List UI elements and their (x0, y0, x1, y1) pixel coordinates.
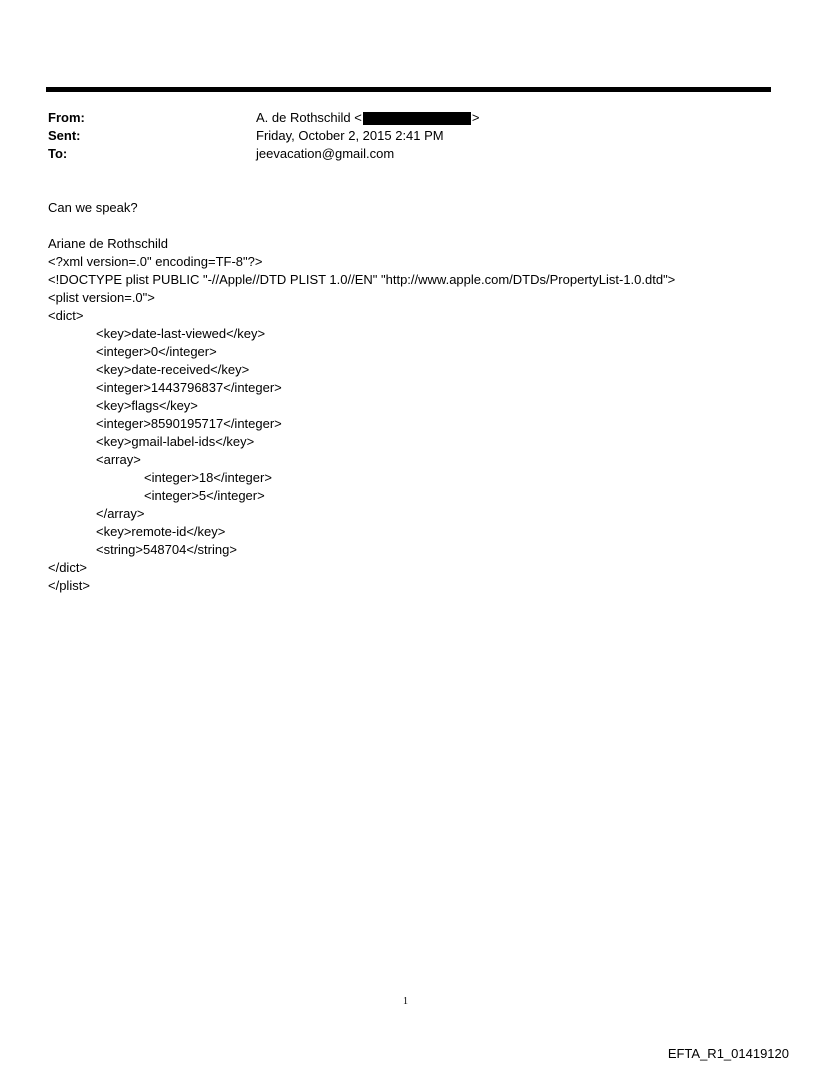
from-label: From: (48, 110, 85, 125)
from-suffix: > (471, 110, 480, 125)
page-number: 1 (403, 996, 408, 1007)
xml-line: <key>remote-id</key> (96, 524, 226, 539)
xml-line: <integer>18</integer> (144, 470, 272, 485)
xml-line: <plist version=.0"> (48, 290, 155, 305)
xml-line: <array> (96, 452, 141, 467)
to-label: To: (48, 146, 68, 161)
to-value: jeevacation@gmail.com (256, 146, 395, 161)
xml-line: <dict> (48, 308, 84, 323)
xml-line: <key>flags</key> (96, 398, 198, 413)
xml-line: </plist> (48, 578, 90, 593)
header-rule (46, 87, 771, 92)
xml-line: </dict> (48, 560, 88, 575)
xml-line: <integer>0</integer> (96, 344, 217, 359)
message-greeting: Can we speak? (48, 200, 138, 215)
xml-line: <key>gmail-label-ids</key> (96, 434, 255, 449)
xml-line: <integer>1443796837</integer> (96, 380, 282, 395)
sent-value: Friday, October 2, 2015 2:41 PM (256, 128, 444, 143)
from-value (256, 109, 479, 127)
xml-line: <key>date-received</key> (96, 362, 250, 377)
xml-line: </array> (96, 506, 145, 521)
xml-line: <string>548704</string> (96, 542, 237, 557)
message-signature: Ariane de Rothschild (48, 236, 168, 251)
xml-line: <integer>8590195717</integer> (96, 416, 282, 431)
sent-label: Sent: (48, 128, 81, 143)
xml-line: <integer>5</integer> (144, 488, 265, 503)
xml-line: <key>date-last-viewed</key> (96, 326, 266, 341)
xml-line: <!DOCTYPE plist PUBLIC "-//Apple//DTD PLIST 1.0//EN" "http://www.apple.com/DTDs/PropertyList-1.0.dtd"> (48, 272, 676, 287)
bates-number: EFTA_R1_01419120 (667, 1046, 789, 1061)
from-name: A. de Rothschild < (256, 110, 362, 125)
xml-line: <?xml version=.0" encoding=TF-8"?> (48, 254, 263, 269)
redaction-box (363, 112, 471, 125)
xml-content (48, 253, 675, 595)
